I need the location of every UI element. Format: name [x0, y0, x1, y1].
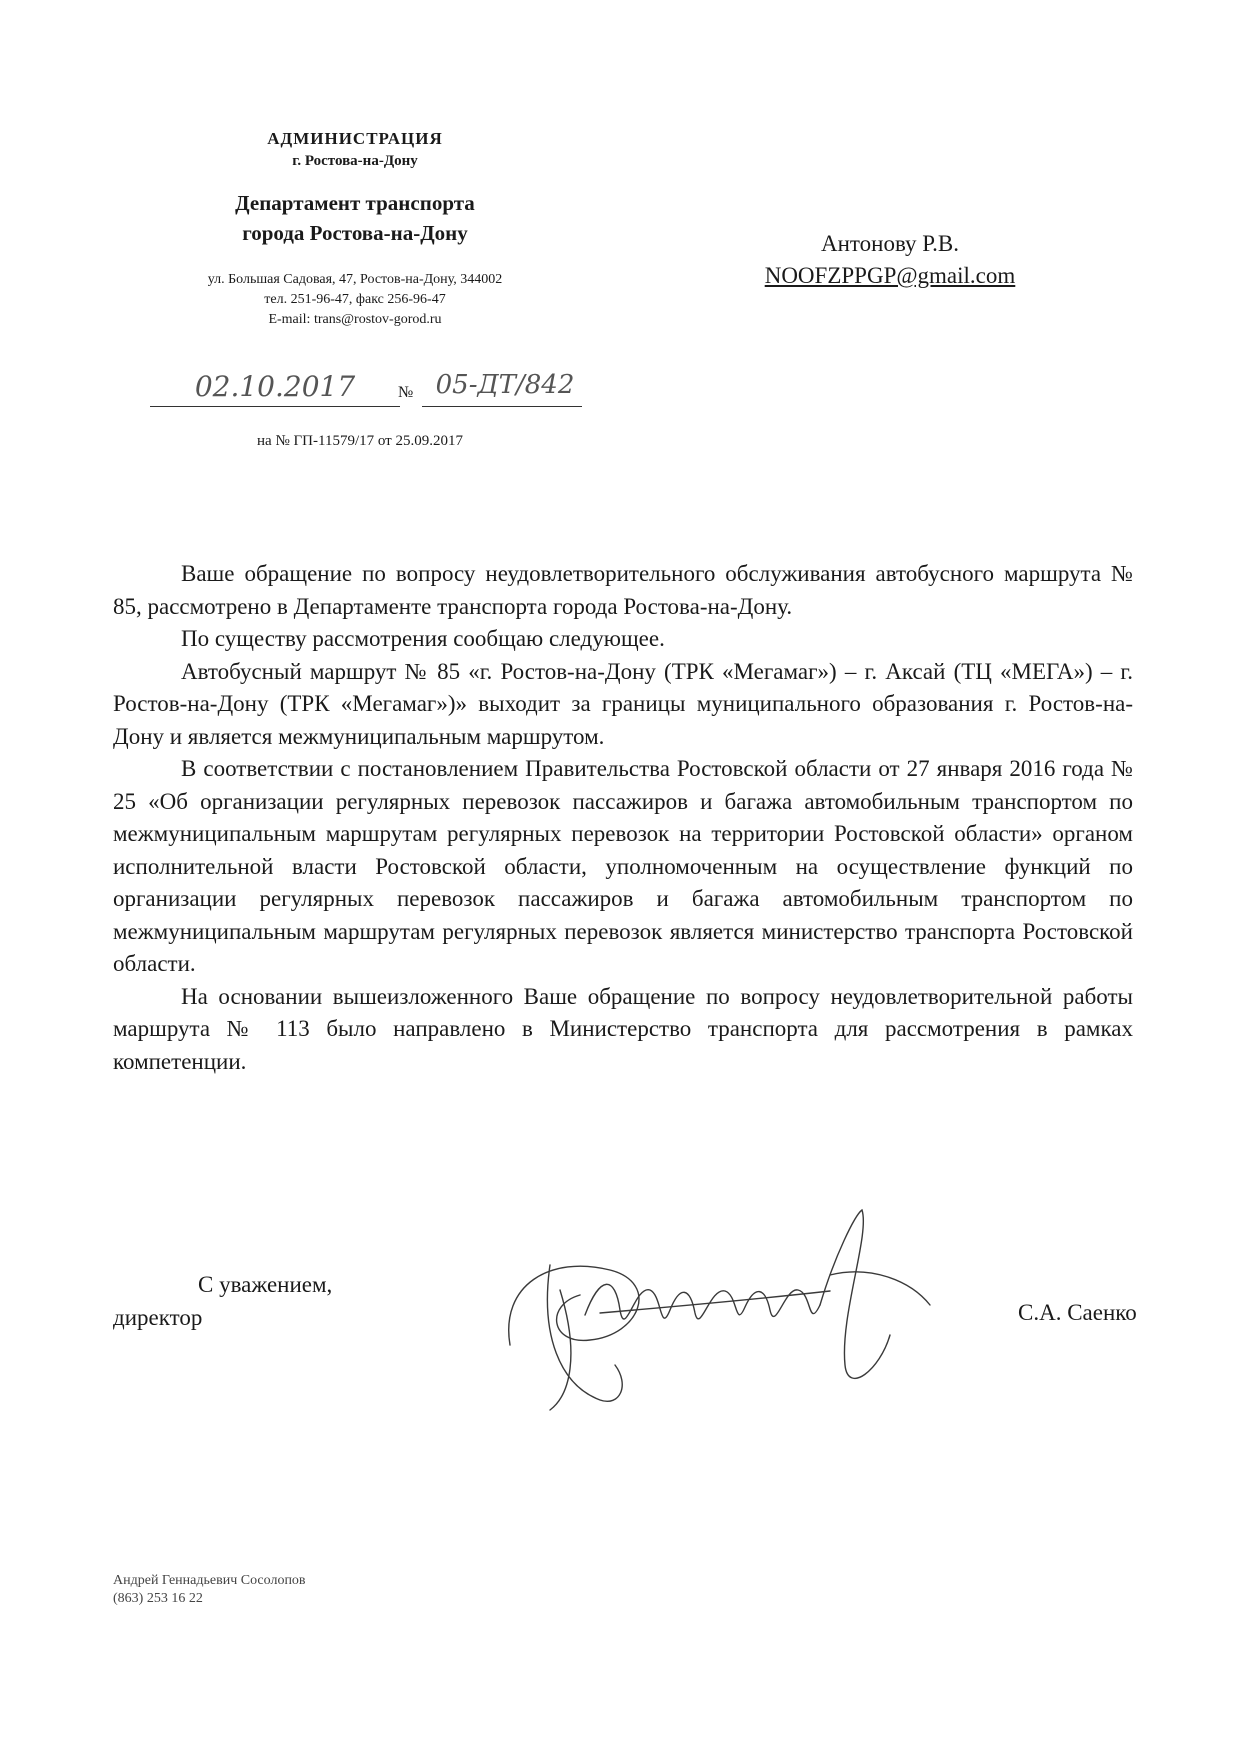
letterhead-city: г. Ростова-на-Дону — [292, 153, 418, 169]
letterhead-email: E-mail: trans@rostov-gorod.ru — [268, 312, 442, 327]
registration-date-underline — [150, 406, 400, 407]
recipient-email: NOOFZPPGP@gmail.com — [764, 263, 1016, 288]
letter-body — [113, 558, 1133, 1078]
letterhead-department — [120, 188, 590, 248]
recipient-block — [700, 228, 1080, 292]
recipient-name: Антонову Р.В. — [820, 231, 960, 256]
letterhead-department-line2: города Ростова-на-Дону — [242, 221, 468, 245]
letterhead-address: ул. Большая Садовая, 47, Ростов-на-Дону, 344002 — [207, 272, 503, 287]
letterhead-phone: тел. 251-96-47, факс 256-96-47 — [264, 292, 446, 307]
body-paragraph-5: На основании вышеизложенного Ваше обращение по вопросу неудовлетворительной работы маршрута № 113 было направлено в Министерство транспорта для рассмотрения в рамках компетенции. — [113, 983, 1133, 1074]
reply-to-reference: на № ГП-11579/17 от 25.09.2017 — [257, 433, 463, 449]
closing-block — [113, 1268, 332, 1334]
letterhead — [120, 128, 590, 330]
body-paragraph-2: По существу рассмотрения сообщаю следующее. — [181, 626, 665, 651]
registration-date: 02.10.2017 — [194, 370, 356, 403]
body-paragraph-4: В соответствии с постановлением Правительства Ростовской области от 27 января 2016 года № 25 «Об организации регулярных перевозок пассажиров и багажа автомобильным транспортом по межмуниципальным маршрутам регулярных перевозок на территории Ростовской области» органом исполнительной власти Ростовской области, уполномоченным на осуществление функций по организации регулярных перевозок пассажиров и багажа автомобильным транспортом по межмуниципальным маршрутам регулярных перевозок является министерство транспорта Ростовской области. — [113, 756, 1133, 976]
closing-respect: С уважением, — [198, 1272, 333, 1297]
signature-icon — [490, 1195, 960, 1415]
letterhead-contacts — [120, 270, 590, 330]
body-paragraph-1: Ваше обращение по вопросу неудовлетворительного обслуживания автобусного маршрута № 85, рассмотрено в Департаменте транспорта города Ростова-на-Дону. — [113, 561, 1133, 619]
executor-phone: (863) 253 16 22 — [113, 1591, 203, 1606]
closing-position: директор — [113, 1305, 203, 1330]
registration-number: 05-ДТ/842 — [435, 370, 575, 400]
letterhead-admin: АДМИНИСТРАЦИЯ — [267, 129, 443, 148]
signer-name: С.А. Саенко — [1018, 1300, 1137, 1325]
registration-number-underline — [422, 406, 582, 407]
registration-number-sign: № — [398, 384, 414, 401]
executor-name: Андрей Геннадьевич Сосолопов — [113, 1573, 306, 1588]
registration-line — [140, 368, 580, 408]
body-paragraph-3: Автобусный маршрут № 85 «г. Ростов-на-Дону (ТРК «Мегамаг») – г. Аксай (ТЦ «МЕГА») – г. Ростов-на-Дону (ТРК «Мегамаг»)» выходит за границы муниципального образования г. Ростов-на-Дону и является межмуниципальным маршрутом. — [113, 658, 1133, 749]
letterhead-department-line1: Департамент транспорта — [235, 191, 475, 215]
executor-footer — [113, 1572, 306, 1608]
